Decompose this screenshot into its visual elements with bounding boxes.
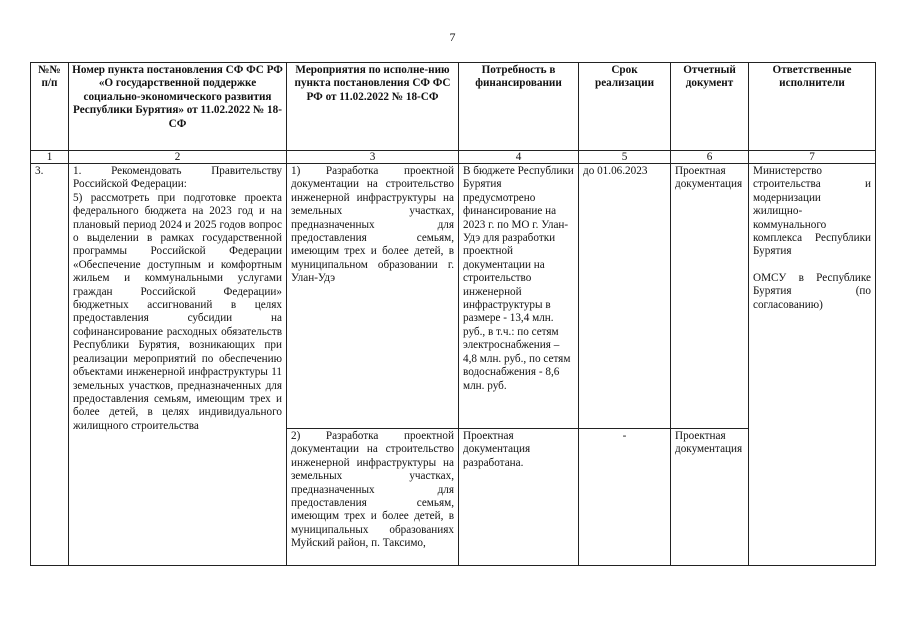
responsible-omsu: ОМСУ в Республике Бурятия (по согласованию) [753,271,871,311]
responsible-ministry: Министерство строительства и модернизации жилищно-коммунального комплекса Республики Бурятия [753,165,871,258]
column-number: 4 [459,151,579,164]
resolution-point-cell [69,164,287,566]
table-row [31,164,876,429]
column-number-row [31,151,876,164]
resolution-point-text: 5) рассмотреть при подготовке проекта федерального бюджета на 2023 год и на плановый период 2024 и 2025 годов вопрос о выделении в рамках государственной программы Российской Федерации «Обеспечение доступным и комфортным жильем и коммунальными услугами граждан Российской Федерации» бюджетных ассигнований в целях предоставления субсидии на софинансирование расходных обязательств Республики Бурятия, возникающих при реализации мероприятий по обеспечению объектами инженерной инфраструктуры 11 земельных участков, предназначенных для предоставления семьям, имеющим трех и более детей, в целях индивидуального жилищного строительства [73,191,282,432]
header-resolution-point: Номер пункта постановления СФ ФС РФ «О государственной поддержке социально-экономического развития Республики Бурятия» от 11.02.2022 № 18-СФ [69,63,287,151]
resolution-point-intro: 1. Рекомендовать Правительству Российской Федерации: [73,165,282,191]
column-number: 5 [579,151,671,164]
measure-2: 2) Разработка проектной документации на строительство инженерной инфраструктуры на земельных участках, предназначенных для предоставления семьям, имеющим трех и более детей, в муниципальных образованиях Муйский район, п. Таксимо, [291,430,454,550]
deadline-1: до 01.06.2023 [579,164,671,429]
funding-2: Проектная документация разработана. [459,429,579,566]
page-number: 7 [449,30,456,44]
header-report-document: Отчетный документ [671,63,749,151]
report-document-2: Проектная документация [671,429,749,566]
measure-2-cell [287,429,459,566]
report-document-1: Проектная документация [671,164,749,429]
table-header-row [31,63,876,151]
measures-table [30,62,876,566]
header-responsible: Ответственные исполнители [749,63,876,151]
header-number: №№ п/п [31,63,69,151]
column-number: 3 [287,151,459,164]
measure-1: 1) Разработка проектной документации на строительство инженерной инфраструктуры на земельных участках, предназначенных для предоставления семьям, имеющим трех и более детей, в муниципальном образовании г. Улан-Удэ [287,164,459,429]
header-deadline: Срок реализации [579,63,671,151]
header-funding: Потребность в финансировании [459,63,579,151]
column-number: 7 [749,151,876,164]
funding-1: В бюджете Республики Бурятия предусмотрено финансирование на 2023 г. по МО г. Улан-Удэ для разработки проектной документации на строительство инженерной инфраструктуры в размере - 13,4 млн. руб., в т.ч.: по сетям электроснабжения – 4,8 млн. руб., по сетям водоснабжения - 8,6 млн. руб. [459,164,579,429]
column-number: 6 [671,151,749,164]
responsible-cell [749,164,876,566]
row-number: 3. [31,164,69,566]
header-measures: Мероприятия по исполне-нию пункта постановления СФ ФС РФ от 11.02.2022 № 18-СФ [287,63,459,151]
column-number: 2 [69,151,287,164]
column-number: 1 [31,151,69,164]
deadline-2: - [579,429,671,566]
